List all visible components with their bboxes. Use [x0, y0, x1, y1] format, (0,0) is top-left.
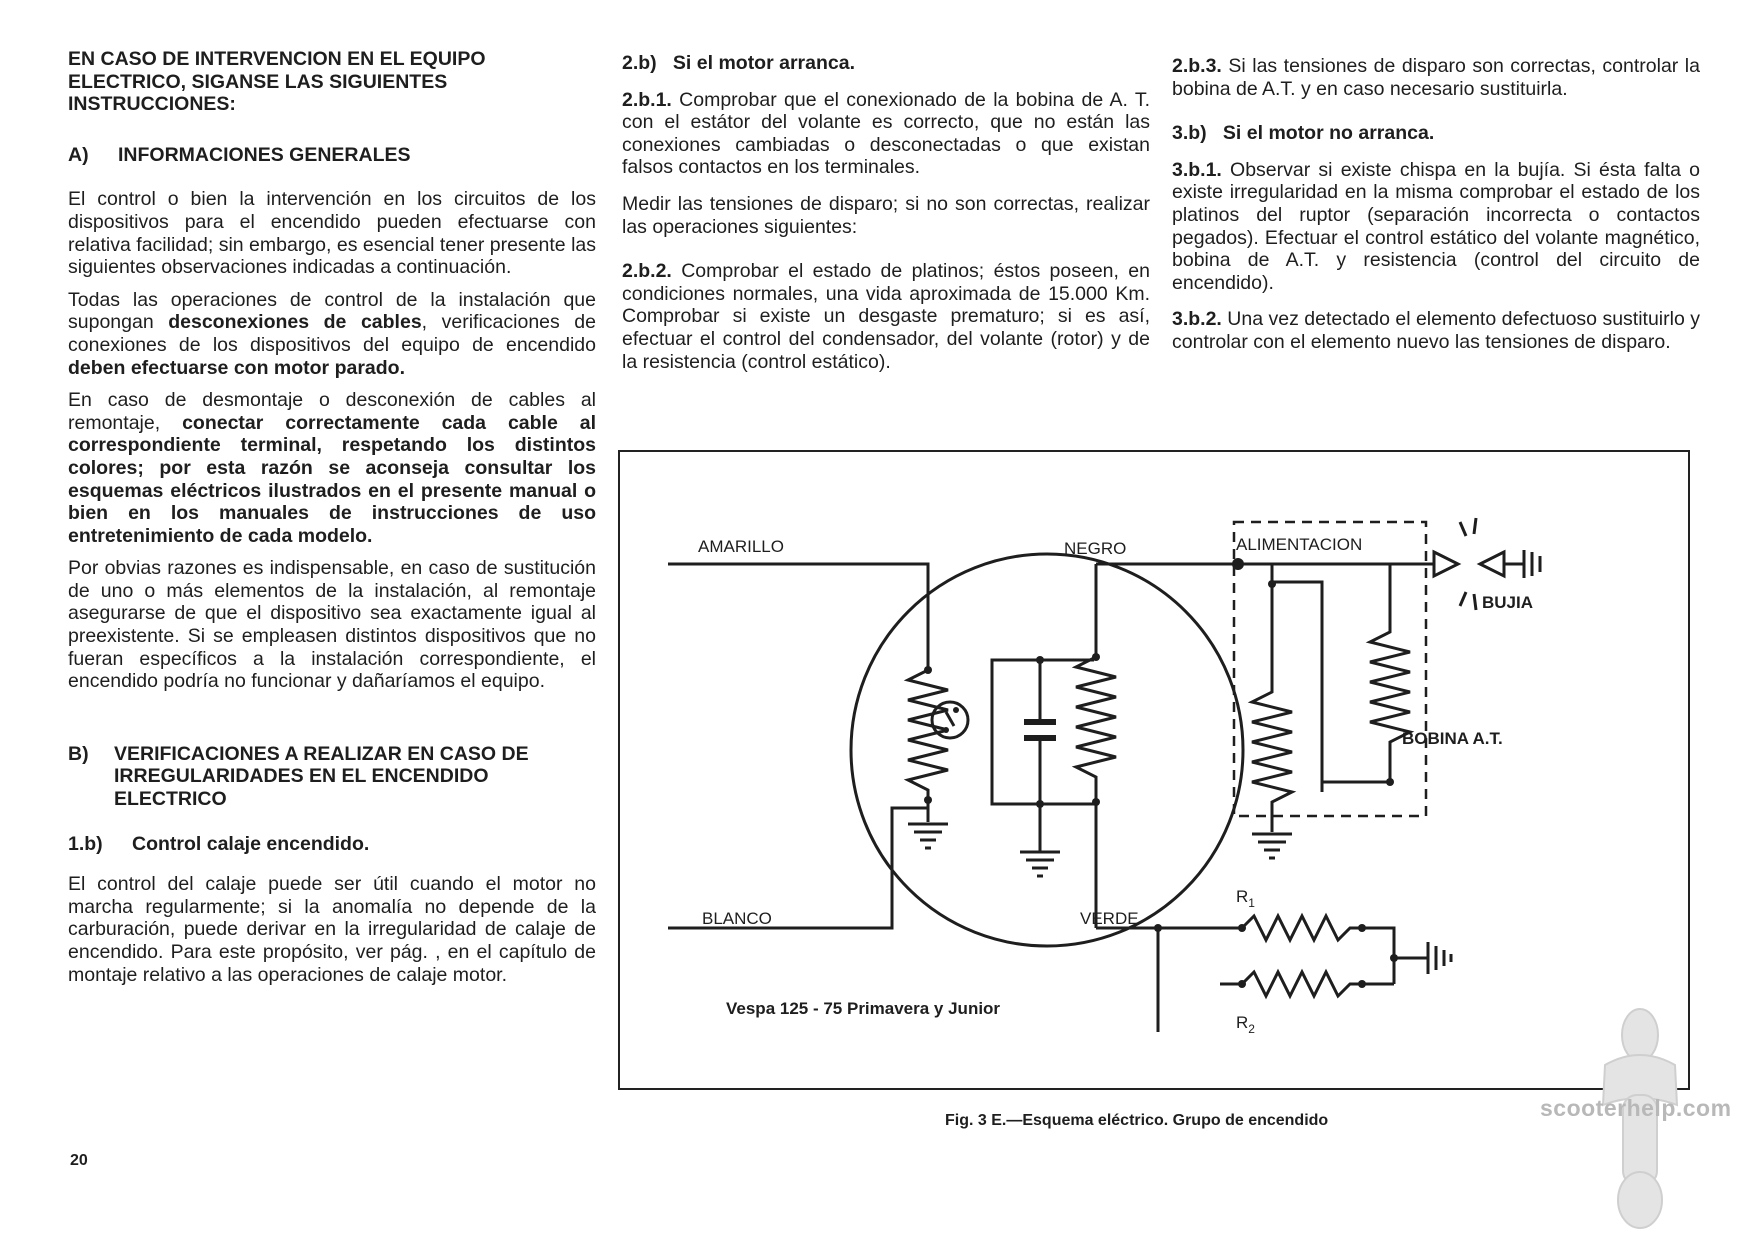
- label-model: Vespa 125 - 75 Primavera y Junior: [726, 999, 1001, 1018]
- right-coil-zigzag: [1076, 564, 1116, 802]
- section-a-title: INFORMACIONES GENERALES: [118, 143, 411, 166]
- heading-3b: 3.b) Si el motor no arranca.: [1172, 122, 1435, 145]
- section-1b-heading: [68, 833, 596, 856]
- number-3b1: 3.b.1.: [1172, 158, 1222, 181]
- breaker-points-icon: [932, 702, 968, 738]
- number-2b1: 2.b.1.: [622, 88, 672, 111]
- text-2b1: Comprobar que el conexionado de la bobina de A. T. con el estátor del volante es correcto, que no están las conexiones cambiadas o desconectadas o que existan falsos contactos en los terminales.: [622, 88, 1150, 179]
- number-2b2: 2.b.2.: [622, 260, 672, 283]
- paragraph-2b2: [622, 260, 1150, 373]
- p2-text-a: Todas las operaciones de control de la instalación que supongan: [68, 288, 596, 334]
- watermark-text: scooterhelp.com: [1540, 1095, 1732, 1121]
- section-a-heading: [68, 144, 596, 167]
- label-amarillo: AMARILLO: [698, 537, 784, 556]
- paragraph-3b1: [1172, 159, 1700, 295]
- section-b-label: B): [68, 742, 89, 765]
- label-bujia: BUJIA: [1482, 593, 1534, 612]
- paragraph-disconnection: [68, 289, 596, 379]
- paragraph-timing: El control del calaje puede ser útil cuando el motor no marcha regularmente; si la anomalía no depende de la carburación, puede derivar en la irregularidad de calaje de encendido. Para este propósito, ver pág. , en el capítulo de montaje relativo a las operaciones de calaje motor.: [68, 873, 596, 986]
- paragraph-3b2: [1172, 308, 1700, 353]
- middle-column: [622, 52, 1150, 373]
- section-b-heading: [68, 743, 596, 811]
- label-alimentacion: ALIMENTACION: [1236, 535, 1363, 554]
- p2-text-c: , verificaciones de conexiones de los dispositivos del equipo de encendido: [68, 311, 596, 356]
- text-3b1: Observar si existe chispa en la bujía. Si ésta falta o existe irregularidad en la misma comprobar el estado de los platinos del ruptor (separación incorrecta o contactos pegados). Efectuar el control estático del volante magnético, bobina de A.T. y resistencia (control del circuito de encendido).: [1172, 158, 1700, 294]
- paragraph-replacement: Por obvias razones es indispensable, en caso de sustitución de uno o más elementos de la instalación, al remontaje asegurarse de que el dispositivo sea exactamente igual al preexistente. Si se empleasen distintos dispositivos que no fueran específicos a la instalación correspondiente, el encendido podría no funcionar y dañaríamos el equipo.: [68, 557, 596, 693]
- heading-2b: 2.b) Si el motor arranca.: [622, 52, 855, 74]
- label-verde: VERDE: [1080, 909, 1139, 928]
- p2-bold-d: deben efectuarse con motor parado.: [68, 356, 405, 379]
- section-b-title: VERIFICACIONES A REALIZAR EN CASO DE IRREGULARIDADES EN EL ENCENDIDO ELECTRICO: [114, 742, 529, 811]
- label-r2: $R_2$: [1236, 1013, 1255, 1036]
- paragraph-general-info: El control o bien la intervención en los circuitos de los dispositivos para el encendido pueden efectuarse con relativa facilidad; sin embargo, es esencial tener presente las siguientes observaciones indicadas a continuación.: [68, 188, 596, 279]
- r2-zigzag: [1220, 972, 1394, 996]
- number-3b2: 3.b.2.: [1172, 308, 1222, 331]
- intro-heading: EN CASO DE INTERVENCION EN EL EQUIPO ELECTRICO, SIGANSE LAS SIGUIENTES INSTRUCCIONES:: [68, 48, 486, 116]
- section-a-label: A): [68, 143, 89, 166]
- amarillo-wire: [668, 564, 928, 670]
- ground-icons: [908, 552, 1540, 974]
- paragraph-measure: Medir las tensiones de disparo; si no son correctas, realizar las operaciones siguientes:: [622, 192, 1150, 238]
- p3-bold-b: conectar correctamente cada cable al correspondiente terminal, respetando los distintos colores; por esta razón se aconseja consultar los esquemas eléctricos ilustrados en el presente manual o bien en los manuales de instrucciones de uso entretenimiento de cada modelo.: [68, 411, 596, 547]
- label-blanco: BLANCO: [702, 909, 772, 928]
- right-column: [1172, 55, 1700, 354]
- wiring-diagram-frame: [618, 450, 1690, 1090]
- paragraph-2b1: [622, 89, 1150, 179]
- paragraph-2b3: [1172, 55, 1700, 100]
- page-number: 20: [70, 1152, 88, 1169]
- p2-bold-b: desconexiones de cables: [168, 311, 422, 334]
- number-2b3: 2.b.3.: [1172, 55, 1222, 77]
- text-2b2: Comprobar el estado de platinos; éstos poseen, en condiciones normales, una vida aproximada de 15.000 Km. Comprobar si existe un desgaste prematuro; si es así, efectuar el control del condensador, del volante (rotor) y de la resistencia (control estático).: [622, 260, 1150, 373]
- label-negro: NEGRO: [1064, 539, 1127, 558]
- paragraph-reconnection: [68, 389, 596, 547]
- section-1b-label: 1.b): [68, 832, 103, 855]
- flywheel-circle: [851, 554, 1243, 946]
- p3-text-a: En caso de desmontaje o desconexión de cables al remontaje,: [68, 389, 596, 434]
- label-r1: $R_1$: [1236, 887, 1255, 910]
- points-loop: [992, 660, 1094, 804]
- primary-coil-zigzag: [1252, 564, 1292, 832]
- wiring-diagram: [620, 452, 1688, 1088]
- figure-caption: Fig. 3 E.—Esquema eléctrico. Grupo de encendido: [945, 1112, 1329, 1129]
- secondary-coil-zigzag: [1276, 564, 1410, 782]
- r1-zigzag: [1242, 916, 1362, 940]
- label-bobina: BOBINA A.T.: [1402, 729, 1503, 748]
- section-1b-title: Control calaje encendido.: [132, 832, 370, 855]
- text-3b2: Una vez detectado el elemento defectuoso sustituirlo y controlar con el elemento nuevo las tensiones de disparo.: [1172, 308, 1700, 353]
- left-column: [68, 48, 596, 986]
- text-2b3: Si las tensiones de disparo son correctas, controlar la bobina de A.T. y en caso necesario sustituirla.: [1172, 55, 1700, 100]
